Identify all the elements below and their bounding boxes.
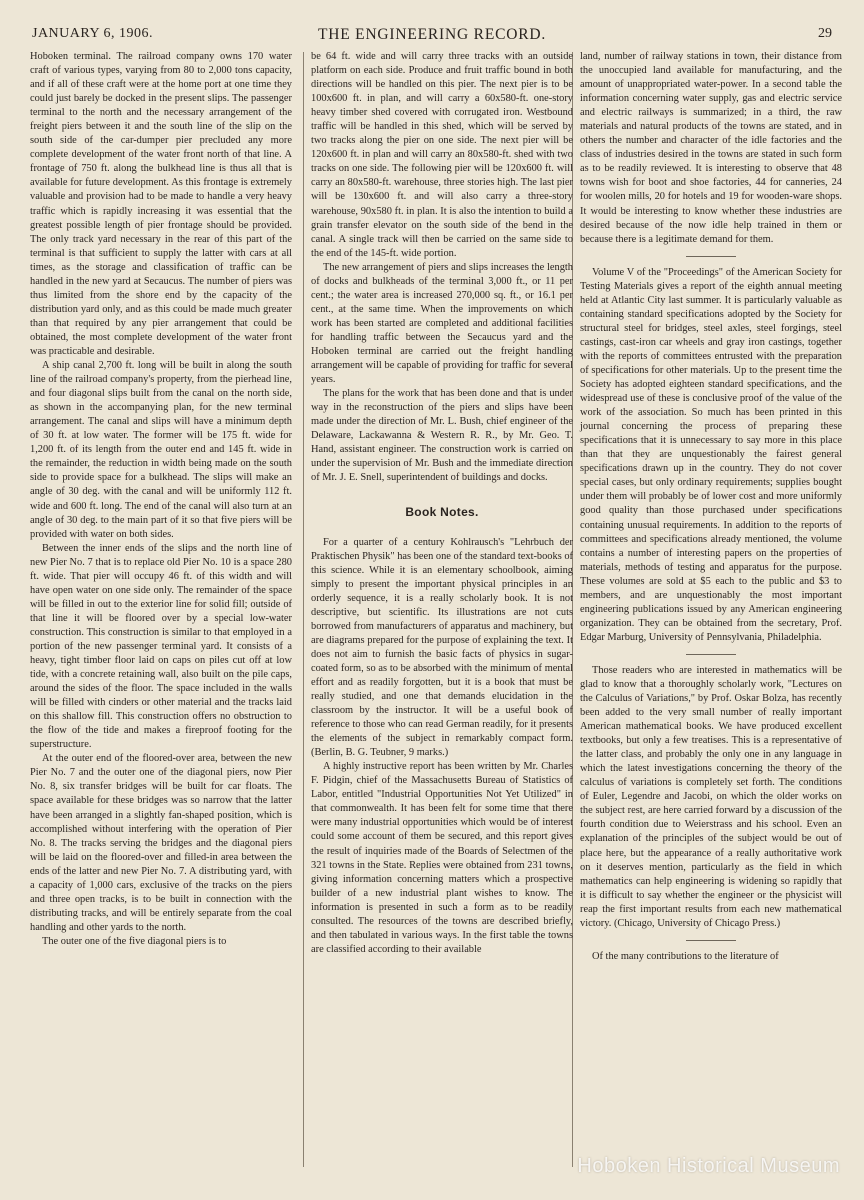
journal-title: THE ENGINEERING RECORD.	[317, 26, 547, 43]
paragraph: A ship canal 2,700 ft. long will be built in along the south line of the railroad company's property, from the pierhead line, and four diagonal slips built from the canal on the north side, as shown in the accompanying plan, for the new terminal arrangement. The canal and slips will have a minimum depth of 30 ft. at low water. The former will be 175 ft. wide for 1,200 ft. of its length from the outer end and 145 ft. wide in the remainder, the reduction in width being made on the south side to provide space for a bulkhead. The slips will make an angle of 30 deg. with the canal and will be uniformly 112 ft. wide and 600 ft. long. The end of the canal will also turn at an angle of 30 deg. to the main part of it so that five piers will be provided with water on both sides.	[30, 360, 292, 540]
paragraph: be 64 ft. wide and will carry three tracks with an outside platform on each side. Produce and fruit traffic bound in both directions will be handled on this pier. The next pier is to be 100x600 ft. in plan, and will carry a 60x580-ft. one-story heavy timber shed covered with corrugated iron. Westbound traffic will be handled in this shed, which will be served by two tracks along the pier on one side. The next pier will be 120x600 ft. in plan and will carry an 80x580-ft. shed with two tracks on one side. The following pier will be 120x600 ft. will carry an 80x580-ft. warehouse, three stories high. The last pier will be 130x600 ft. and will also carry a three-story warehouse, 90x580 ft. in plan. It is also the intention to build a grain transfer elevator on the south side of the bend in the canal. A single track will then be carried on the same side to the end of the 145-ft. wide portion.	[311, 51, 573, 259]
page-number: 29	[818, 26, 832, 41]
column-1	[30, 50, 292, 949]
paragraph: The plans for the work that has been done and that is under way in the reconstruction of the piers and slips have been made under the direction of Mr. L. Bush, chief engineer of the Delaware, Lackawanna & Western R. R., by Mr. Geo. T. Hand, assistant engineer. The construction work is carried on under the supervision of Mr. Bush and the immediate direction of Mr. J. E. Snell, superintendent of buildings and docks.	[311, 388, 573, 484]
paragraph: Volume V of the "Proceedings" of the American Society for Testing Materials gives a report of the eighth annual meeting held at Atlantic City last summer. It is particularly valuable as containing standard specifications adopted by the Society for structural steel for bridges, steel axles, steel forgings, steel castings, cast-iron car wheels and gray iron castings, together with the reports of committees entrusted with the preparation of specifications for other materials. Up to the present time the Society has adopted eighteen standard specifications, and the widespread use of these is conclusive proof of the value of the work of the association. So much has been printed in this journal concerning the process of preparing these specifications that it is unnecessary to say more in this place than that they are unquestionably the fairest general specifications drawn up in the country. They do not cover special cases, but only ordinary requirements; supplies bought under them will probably be of lower cost and more uniformly good quality than those purchased under specifications containing unusual requirements. In addition to the reports of committees and specifications already mentioned, the volume contains a number of interesting papers on the properties of materials, methods of testing and apparatus for the purpose. These volumes are sold at $5 each to the public and $3 to members, and are unquestionably the most important engineering publications issued by any American engineering organization. They can be obtained from the secretary, Prof. Edgar Marburg, University of Pennsylvania, Philadelphia.	[580, 266, 842, 643]
paragraph: At the outer end of the floored-over area, between the new Pier No. 7 and the outer one of the diagonal piers, now Pier No. 8, six transfer bridges will be built for car floats. The space available for these bridges was so narrow that the latter have been arranged in a slightly fan-shaped position, which is accomplished without interfering with the operation of Pier No. 8. The tracks serving the bridges and the diagonal piers will be laid on the floored-over and filled-in area between the ends of the latter and new Pier No. 7. A distributing yard, with a capacity of 1,000 cars, exclusive of the tracks on the piers and three open tracks, is to be built in connection with the distributing tracks, and will be entirely separate from the coal handling and other yards to the north.	[30, 753, 292, 933]
paragraph: Hoboken terminal. The railroad company owns 170 water craft of various types, varying from 80 to 2,000 tons capacity, and if all of these craft were at the home port at one time they could just barely be docked in the present slips. The passenger terminal to the north and the necessary arrangement of the freight piers between it and the south line of the slip on the south side of the car-dumper pier precluded any more complete development of the water front north of that line. A frontage of 750 ft. along the bulkhead line is thus all that is available for future development. As this frontage is extremely valuable and provision had to be made to handle a very heavy traffic which is rapidly increasing it was essential that the greatest possible length of pier frontage should be provided. The only track yard necessary in the rear of this part of the terminal is that sufficient to supply the latter with cars at all times, as the storage and classification of traffic can be handled in the new yard at Secaucus. The number of piers was thus limited from the shore end by the capacity of the distribution yard only, and as this could be made much greater than that required by any pier arrangement that could be obtained, the most complete development of the water front was practicable and desirable.	[30, 51, 292, 357]
section-heading-book-notes: Book Notes.	[405, 505, 479, 520]
paragraph: The outer one of the five diagonal piers is to	[42, 935, 227, 947]
column-2	[311, 50, 573, 957]
paragraph: Of the many contributions to the literature of	[592, 950, 779, 962]
paragraph: The new arrangement of piers and slips increases the length of docks and bulkheads of the terminal 3,000 ft., or 11 per cent.; the water area is increased 270,000 sq. ft., or 16.1 per cent., at the same time. When the improvements on which work has been started are completed and additional facilities for handling traffic between the Secaucus yard and the Hoboken terminal are carried out the freight handling arrangement will be capable of providing for traffic for several years.	[311, 261, 573, 386]
column-3	[580, 50, 842, 964]
museum-watermark: Hoboken Historical Museum	[577, 1155, 840, 1177]
paragraph: Between the inner ends of the slips and the north line of new Pier No. 7 that is to replace old Pier No. 10 is a space 280 ft. wide. That pier will occupy 46 ft. of this width and will have open water on one side only. The remainder of the space will be filled in out to the exterior line for solid fill; outside of that line it will be floored over by a special low-water construction. This construction is similar to that employed in a portion of the new passenger terminal yard. It consists of a heavy, tight timber floor laid on caps on piles cut off at low tide, with a concrete retaining wall, also built on the pile caps, around the sides of the floor. The space included in the walls will be filled with cinders or other material and the tracks laid on this shallow fill. This construction offers no obstruction to the flow of the tide and makes a fireproof footing for the superstructure.	[30, 542, 292, 751]
separator-rule	[686, 654, 736, 655]
separator-rule	[686, 256, 736, 257]
issue-date: JANUARY 6, 1906.	[32, 26, 154, 41]
paragraph: For a quarter of a century Kohlrausch's "Lehrbuch der Praktischen Physik" has been one of the standard text-books of this science. While it is an elementary schoolbook, aiming simply to present the important physical principles in an orderly sequence, it is a really scholarly book. It is not descriptive, but scientific. Its illustrations are not cuts borrowed from manufacturers of apparatus and machinery, but are diagrams prepared for the purpose of explaining the text. It does not aim to furnish the basic facts of physics in sugar-coated form, so as to be absorbed with the minimum of mental effort and as readily forgotten, but it is a book that must be really studied, and one that demands elucidation in the classroom by the instructor. It will be a useful book of reference to those who can read German readily, for it presents the elements of the subject in remarkably compact form. (Berlin, B. G. Teubner, 9 marks.)	[311, 536, 573, 759]
paragraph: Those readers who are interested in mathematics will be glad to know that a thoroughly scholarly work, "Lectures on the Calculus of Variations," by Prof. Oskar Bolza, has recently been added to the very small number of really important American mathematical books. We have produced excellent textbooks, but only a few treatises. This is a representative of the latter class, and probably the only one in any language in which the latest investigations concerning the theory of the calculus of variations is completely set forth. The conditions of Euler, Legendre and Jacobi, on which the older works on the subject rest, are here carried forward by a discussion of the fourth condition due to Weierstrass and his school. Even an explanation of the principles of the subject would be out of place here, but the appearance of a really authoritative work on it deserves mention, particularly as the field in which mathematics can help engineering is widening so rapidly that it is difficult to say whether the engineer or the physicist will reap the first important results from each new mathematical victory. (Chicago, University of Chicago Press.)	[580, 664, 842, 929]
page-header	[26, 26, 838, 48]
column-divider-1	[303, 52, 304, 1167]
paragraph: land, number of railway stations in town, their distance from the unoccupied land available for manufacturing, and the amount of unappropriated water-power. In a second table the information concerning water supply, gas and electric service and electric railways is summarized; in a third, the raw materials and natural products of the towns are stated, and in others the number and character of the idle factories and the class of industries desired in the towns are stated in such form as to be readily reviewed. It is interesting to observe that 48 towns wish for boot and shoe factories, 44 for canneries, 24 for woolen mills, 20 for hotels and 19 for wooden-ware shops. It would be interesting to know whether these industries are desired because of the now idle help trained in them or because there is a legitimate demand for them.	[580, 51, 842, 245]
paragraph: A highly instructive report has been written by Mr. Charles F. Pidgin, chief of the Massachusetts Bureau of Statistics of Labor, entitled "Industrial Opportunities Not Yet Utilized" in that commonwealth. It has been felt for some time that there were many industrial opportunities which would be of interest could some account of them be secured, and this report gives the result of inquiries made of the Boards of Selectmen of the 321 towns in the State. Replies were obtained from 231 towns, giving information concerning matters which a prospective builder of a new industrial plant wishes to know. The information is presented in such a form as to be readily consulted. The resources of the towns are described briefly, and then tabulated in various ways. In the first table the towns are classified according to their available	[311, 761, 573, 955]
separator-rule	[686, 940, 736, 941]
